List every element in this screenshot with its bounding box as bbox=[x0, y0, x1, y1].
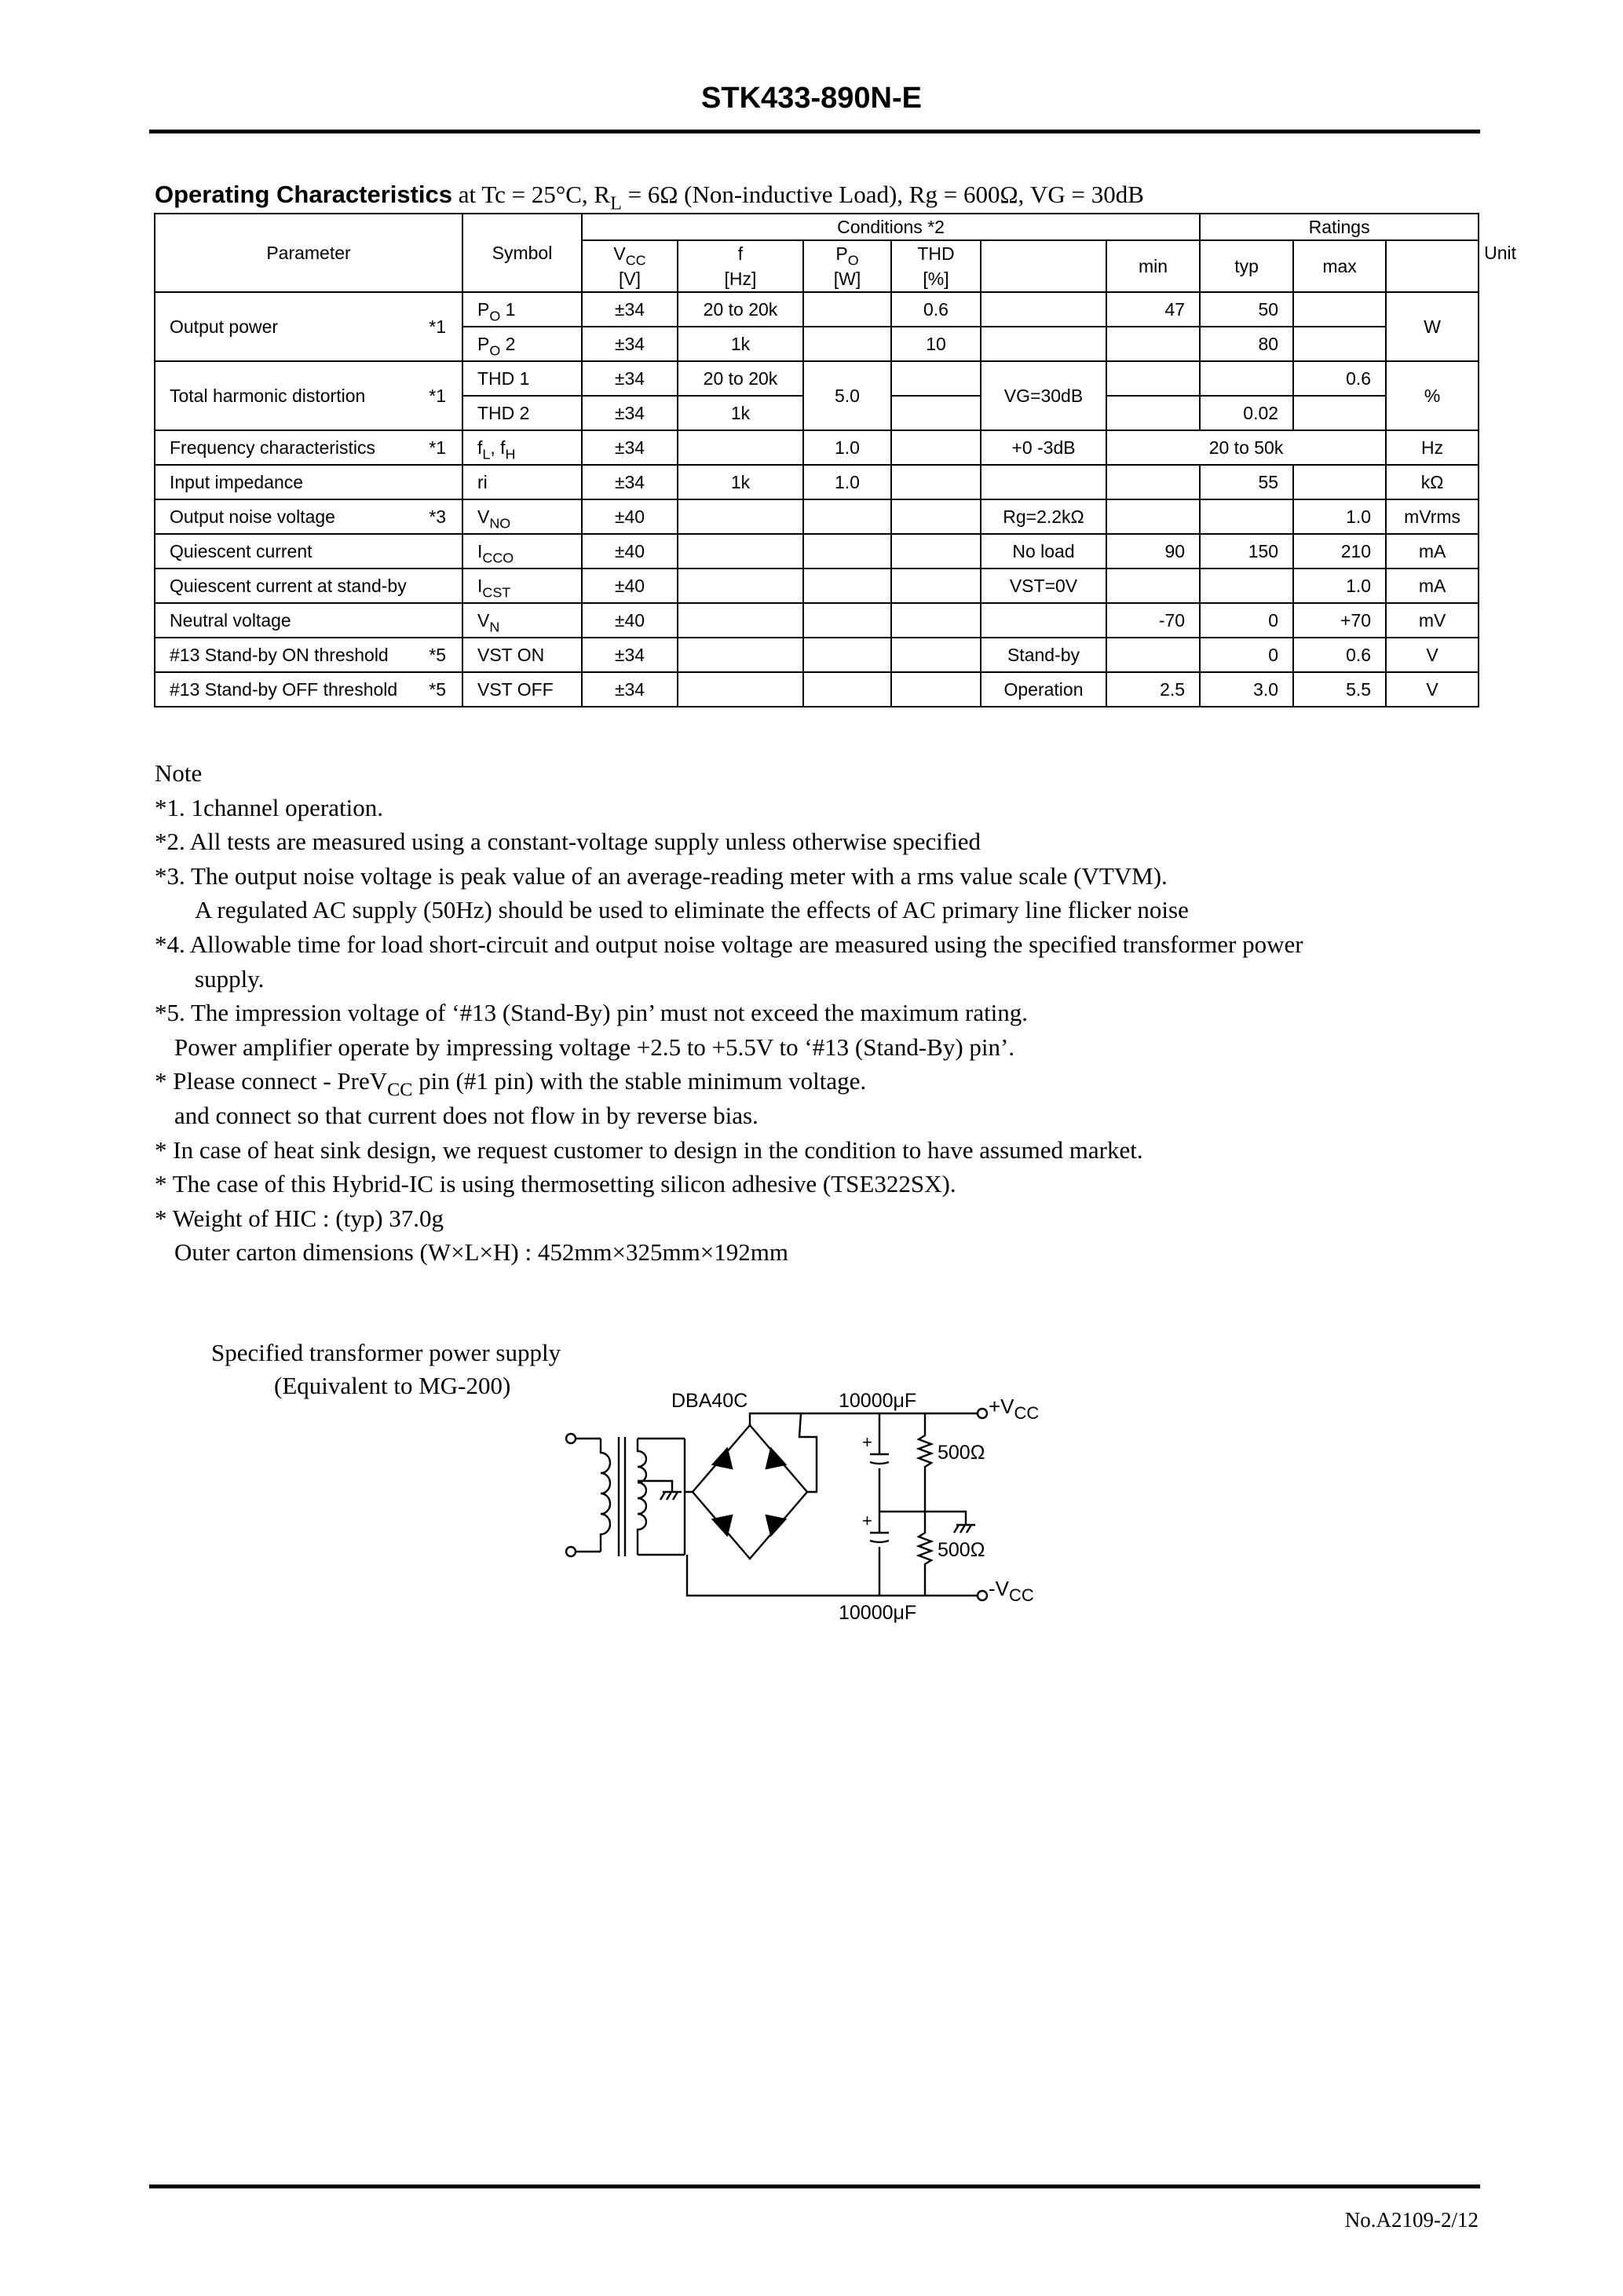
max-cell: 0.6 bbox=[1293, 361, 1386, 396]
vcc-plus-sub: CC bbox=[1014, 1403, 1040, 1423]
bridge-ac-right bbox=[799, 1413, 817, 1492]
res-bottom-label: 500Ω bbox=[938, 1539, 985, 1561]
input-wires bbox=[576, 1439, 601, 1552]
rating-cell: 20 to 50k bbox=[1106, 430, 1386, 465]
star-note-1-cont: and connect so that current does not flow in by reverse bias. bbox=[174, 1101, 758, 1129]
header-vcc-sub: CC bbox=[625, 251, 646, 268]
section-heading bbox=[155, 181, 1144, 214]
param-quiescent: Quiescent current bbox=[155, 534, 462, 569]
document-title: STK433-890N-E bbox=[701, 82, 922, 115]
symbol-sub: H bbox=[505, 445, 516, 462]
vcc-cell: ±34 bbox=[582, 292, 678, 327]
min-cell: -70 bbox=[1106, 603, 1200, 638]
f-cell: 20 to 20k bbox=[678, 292, 803, 327]
max-cell bbox=[1293, 396, 1386, 430]
header-cond-blank bbox=[981, 240, 1106, 292]
thd-cell bbox=[891, 672, 981, 707]
symbol-text: I bbox=[477, 540, 483, 561]
symbol-cell: ri bbox=[462, 465, 582, 499]
diode-3 bbox=[713, 1515, 732, 1535]
po-cell: 5.0 bbox=[803, 361, 891, 430]
symbol-text: V bbox=[477, 506, 490, 527]
thd-cell bbox=[891, 534, 981, 569]
cond-cell: Operation bbox=[981, 672, 1106, 707]
notes-title: Note bbox=[155, 759, 203, 787]
po-cell bbox=[803, 603, 891, 638]
max-cell: 0.6 bbox=[1293, 638, 1386, 672]
min-cell bbox=[1106, 499, 1200, 534]
primary-winding bbox=[601, 1439, 610, 1552]
cond-cell bbox=[981, 465, 1106, 499]
vcc-cell: ±34 bbox=[582, 396, 678, 430]
min-cell bbox=[1106, 396, 1200, 430]
table-row bbox=[155, 430, 1479, 465]
param-note: *1 bbox=[417, 361, 462, 430]
po-cell bbox=[803, 292, 891, 327]
param-note: *5 bbox=[417, 672, 462, 707]
min-cell bbox=[1106, 569, 1200, 603]
header-vcc-label: V bbox=[613, 243, 626, 264]
input-terminal-top bbox=[566, 1434, 576, 1443]
vcc-cell: ±34 bbox=[582, 430, 678, 465]
cond-cell bbox=[981, 292, 1106, 327]
param-standby-on: #13 Stand-by ON threshold bbox=[155, 638, 417, 672]
unit-cell: mVrms bbox=[1386, 499, 1479, 534]
section-heading-conditions-rest: = 6Ω (Non-inductive Load), Rg = 600Ω, VG = 30dB bbox=[621, 181, 1144, 208]
star-note-1-text: * Please connect - PreV bbox=[155, 1067, 388, 1095]
header-vcc-unit: [V] bbox=[582, 266, 678, 292]
min-cell bbox=[1106, 327, 1200, 361]
symbol-sub: CST bbox=[482, 583, 511, 600]
capacitor-top bbox=[870, 1454, 889, 1464]
vcc-cell: ±40 bbox=[582, 534, 678, 569]
table-row bbox=[155, 569, 1479, 603]
symbol-cell bbox=[462, 569, 582, 603]
cond-cell: VST=0V bbox=[981, 569, 1106, 603]
f-cell: 1k bbox=[678, 327, 803, 361]
vcc-minus-label bbox=[989, 1577, 1034, 1605]
header-po-label: P bbox=[835, 243, 848, 264]
thd-cell bbox=[891, 603, 981, 638]
vcc-plus-terminal bbox=[978, 1409, 987, 1418]
param-output-noise: Output noise voltage bbox=[155, 499, 417, 534]
capacitor-bottom bbox=[870, 1533, 889, 1542]
table-row bbox=[155, 672, 1479, 707]
symbol-sub: CCO bbox=[482, 549, 514, 565]
typ-cell: 150 bbox=[1200, 534, 1293, 569]
po-cell bbox=[803, 672, 891, 707]
thd-cell bbox=[891, 396, 981, 430]
table-row bbox=[155, 638, 1479, 672]
table-row bbox=[155, 603, 1479, 638]
param-neutral: Neutral voltage bbox=[155, 603, 462, 638]
star-note-4: * Weight of HIC : (typ) 37.0g bbox=[155, 1204, 444, 1232]
max-cell: 210 bbox=[1293, 534, 1386, 569]
thd-cell: 10 bbox=[891, 327, 981, 361]
symbol-text: P bbox=[477, 298, 490, 320]
typ-cell bbox=[1200, 499, 1293, 534]
symbol-text: P bbox=[477, 333, 490, 354]
param-note: *3 bbox=[417, 499, 462, 534]
transformer-caption-line2: (Equivalent to MG-200) bbox=[274, 1372, 511, 1399]
symbol-cell: VST OFF bbox=[462, 672, 582, 707]
vcc-cell: ±34 bbox=[582, 465, 678, 499]
negative-rail bbox=[687, 1555, 978, 1596]
symbol-sub: NO bbox=[489, 514, 511, 531]
f-cell: 20 to 20k bbox=[678, 361, 803, 396]
thd-cell bbox=[891, 569, 981, 603]
f-cell: 1k bbox=[678, 396, 803, 430]
f-cell: 1k bbox=[678, 465, 803, 499]
f-cell bbox=[678, 603, 803, 638]
operating-characteristics-table: Parameter Symbol Conditions *2 Ratings Unit $V_{CC}$ f $P_O$ THD min typ max [V] [Hz] [W] [%] Output power *1 $P_O$ 1 ±34 20 to 20k 0.6 47 50 W $P_O$ 2 ±34 1k 10 80 Total harmonic distortion *1 THD 1 ±34 20 to 20k 5.0 VG=30dB 0.6 % THD 2 ±34 1k 0.02 Frequency characteristics *1 $f_L$, $f_H$ ±34 1.0 +0 -3dB 20 to 50k Hz Input impedance ri ±34 1k 1.0 55 kΩ Output noise voltage *3 $V_{NO}$ ±40 Rg=2.2kΩ 1.0 mVrms Quiescent current $I_{CCO}$ ±40 No load 90 150 210 mA Quiescent current at stand-by $I_{CST}$ ±40 VST=0V 1.0 mA Neutral voltage $V_N$ ±40 -70 0 +70 mV #13 Stand-by ON threshold *5 VST ON ±34 Stand-by 0 0.6 V #13 Stand-by OFF threshold *5 VST OFF ±34 Operation 2.5 3.0 5.5 V bbox=[154, 213, 1479, 707]
min-cell: 2.5 bbox=[1106, 672, 1200, 707]
notes-section bbox=[155, 756, 1303, 1270]
header-po bbox=[803, 240, 891, 266]
diode-1 bbox=[713, 1449, 732, 1468]
note-4-cont: supply. bbox=[195, 964, 265, 993]
cap-top-label: 10000μF bbox=[839, 1390, 917, 1412]
po-cell bbox=[803, 327, 891, 361]
input-terminal-bottom bbox=[566, 1547, 576, 1556]
cond-cell bbox=[981, 327, 1106, 361]
unit-cell: kΩ bbox=[1386, 465, 1479, 499]
symbol-sub: L bbox=[482, 445, 491, 462]
symbol-cell bbox=[462, 327, 582, 361]
center-tap-ground bbox=[660, 1492, 682, 1500]
symbol-sub: N bbox=[489, 618, 500, 634]
section-heading-bold: Operating Characteristics bbox=[155, 181, 453, 208]
max-cell: 5.5 bbox=[1293, 672, 1386, 707]
vcc-cell: ±40 bbox=[582, 603, 678, 638]
param-output-power: Output power bbox=[155, 292, 417, 361]
po-cell bbox=[803, 534, 891, 569]
param-standby-off: #13 Stand-by OFF threshold bbox=[155, 672, 417, 707]
thd-cell bbox=[891, 465, 981, 499]
resistor-bottom bbox=[919, 1512, 931, 1596]
star-note-3: * The case of this Hybrid-IC is using thermosetting silicon adhesive (TSE322SX). bbox=[155, 1170, 956, 1198]
symbol-sep: , f bbox=[490, 437, 506, 458]
table-row bbox=[155, 499, 1479, 534]
resistor-top bbox=[919, 1413, 931, 1512]
typ-cell bbox=[1200, 569, 1293, 603]
min-cell: 90 bbox=[1106, 534, 1200, 569]
po-cell bbox=[803, 638, 891, 672]
max-cell: 1.0 bbox=[1293, 499, 1386, 534]
f-cell bbox=[678, 499, 803, 534]
unit-cell: mA bbox=[1386, 569, 1479, 603]
star-note-4-cont: Outer carton dimensions (W×L×H) : 452mm×325mm×192mm bbox=[174, 1238, 788, 1267]
cond-cell: VG=30dB bbox=[981, 361, 1106, 430]
po-cell: 1.0 bbox=[803, 430, 891, 465]
typ-cell: 3.0 bbox=[1200, 672, 1293, 707]
vcc-minus-sub: CC bbox=[1009, 1585, 1034, 1605]
cap-bottom-label: 10000μF bbox=[839, 1602, 917, 1624]
typ-cell: 50 bbox=[1200, 292, 1293, 327]
max-cell: +70 bbox=[1293, 603, 1386, 638]
symbol-cell bbox=[462, 430, 582, 465]
min-cell bbox=[1106, 465, 1200, 499]
f-cell bbox=[678, 638, 803, 672]
cond-cell: +0 -3dB bbox=[981, 430, 1106, 465]
vcc-minus-terminal bbox=[978, 1591, 987, 1600]
bridge-ac-left bbox=[685, 1439, 693, 1555]
note-4: *4. Allowable time for load short-circuit and output noise voltage are measured using the specified transformer power bbox=[155, 930, 1303, 958]
header-po-unit: [W] bbox=[803, 266, 891, 292]
diode-4 bbox=[766, 1515, 785, 1535]
symbol-text: f bbox=[477, 437, 483, 458]
table-row bbox=[155, 534, 1479, 569]
transformer-caption bbox=[211, 1336, 561, 1402]
note-1: *1. 1channel operation. bbox=[155, 793, 383, 821]
vcc-cell: ±40 bbox=[582, 569, 678, 603]
diode-2 bbox=[766, 1449, 785, 1468]
header-vcc bbox=[582, 240, 678, 266]
header-thd: THD bbox=[891, 240, 981, 266]
bridge-label: DBA40C bbox=[671, 1390, 748, 1412]
symbol-cell: VST ON bbox=[462, 638, 582, 672]
center-tap-wire bbox=[638, 1481, 672, 1492]
vcc-minus-text: -V bbox=[989, 1577, 1009, 1600]
symbol-cell bbox=[462, 499, 582, 534]
table-row bbox=[155, 292, 1479, 327]
midpoint-ground bbox=[954, 1525, 975, 1533]
header-po-sub: O bbox=[847, 251, 859, 268]
table-row bbox=[155, 361, 1479, 396]
max-cell bbox=[1293, 465, 1386, 499]
header-symbol: Symbol bbox=[462, 214, 582, 292]
param-thd: Total harmonic distortion bbox=[155, 361, 417, 430]
bridge-outline bbox=[693, 1425, 807, 1559]
vcc-plus-label bbox=[989, 1395, 1039, 1423]
typ-cell: 0 bbox=[1200, 603, 1293, 638]
header-typ: typ bbox=[1200, 240, 1293, 292]
thd-cell bbox=[891, 430, 981, 465]
star-note-1-sub: CC bbox=[387, 1079, 413, 1101]
symbol-sub: O bbox=[489, 342, 501, 358]
max-cell: 1.0 bbox=[1293, 569, 1386, 603]
header-f-unit: [Hz] bbox=[678, 266, 803, 292]
vcc-cell: ±34 bbox=[582, 672, 678, 707]
unit-cell: V bbox=[1386, 672, 1479, 707]
star-note-2: * In case of heat sink design, we request customer to design in the condition to have assumed market. bbox=[155, 1135, 1143, 1164]
typ-cell: 80 bbox=[1200, 327, 1293, 361]
unit-cell: mV bbox=[1386, 603, 1479, 638]
symbol-cell bbox=[462, 292, 582, 327]
cond-cell: Stand-by bbox=[981, 638, 1106, 672]
po-cell bbox=[803, 499, 891, 534]
note-3-cont: A regulated AC supply (50Hz) should be used to eliminate the effects of AC primary line flicker noise bbox=[195, 896, 1189, 924]
cond-cell: No load bbox=[981, 534, 1106, 569]
unit-cell: mA bbox=[1386, 534, 1479, 569]
thd-cell: 0.6 bbox=[891, 292, 981, 327]
param-note: *5 bbox=[417, 638, 462, 672]
vcc-cell: ±40 bbox=[582, 499, 678, 534]
transformer-caption-line1: Specified transformer power supply bbox=[211, 1339, 561, 1366]
table-row bbox=[155, 465, 1479, 499]
unit-cell: W bbox=[1386, 292, 1479, 361]
symbol-sub: O bbox=[489, 307, 501, 324]
transformer-core bbox=[619, 1437, 625, 1556]
typ-cell: 0.02 bbox=[1200, 396, 1293, 430]
typ-cell: 55 bbox=[1200, 465, 1293, 499]
cond-cell: Rg=2.2kΩ bbox=[981, 499, 1106, 534]
param-quiescent-standby: Quiescent current at stand-by bbox=[155, 569, 462, 603]
symbol-cell bbox=[462, 534, 582, 569]
max-cell bbox=[1293, 292, 1386, 327]
star-note-1 bbox=[155, 1064, 1303, 1099]
min-cell bbox=[1106, 361, 1200, 396]
min-cell bbox=[1106, 638, 1200, 672]
transformer-power-supply-schematic bbox=[550, 1390, 1084, 1625]
star-note-1-rest: pin (#1 pin) with the stable minimum voltage. bbox=[412, 1067, 867, 1095]
param-note: *1 bbox=[417, 292, 462, 361]
f-cell bbox=[678, 430, 803, 465]
header-rule bbox=[149, 130, 1480, 133]
f-cell bbox=[678, 672, 803, 707]
cond-cell bbox=[981, 603, 1106, 638]
vcc-cell: ±34 bbox=[582, 638, 678, 672]
vcc-cell: ±34 bbox=[582, 361, 678, 396]
positive-rail bbox=[750, 1413, 978, 1425]
max-cell bbox=[1293, 327, 1386, 361]
vcc-plus-text: +V bbox=[989, 1395, 1014, 1418]
page-number: No.A2109-2/12 bbox=[1344, 2208, 1479, 2232]
header-f: f bbox=[678, 240, 803, 266]
vcc-cell: ±34 bbox=[582, 327, 678, 361]
thd-cell bbox=[891, 499, 981, 534]
unit-cell: Hz bbox=[1386, 430, 1479, 465]
symbol-cell: THD 1 bbox=[462, 361, 582, 396]
thd-cell bbox=[891, 638, 981, 672]
midpoint-wire bbox=[879, 1512, 966, 1525]
header-parameter: Parameter bbox=[155, 214, 462, 292]
header-max: max bbox=[1293, 240, 1386, 292]
typ-cell: 0 bbox=[1200, 638, 1293, 672]
thd-cell bbox=[891, 361, 981, 396]
unit-cell: V bbox=[1386, 638, 1479, 672]
note-5-cont: Power amplifier operate by impressing voltage +2.5 to +5.5V to ‘#13 (Stand-By) pin’. bbox=[174, 1033, 1015, 1061]
f-cell bbox=[678, 569, 803, 603]
footer-rule bbox=[149, 2184, 1480, 2188]
symbol-suffix: 2 bbox=[500, 333, 516, 354]
note-3: *3. The output noise voltage is peak value of an average-reading meter with a rms value scale (VTVM). bbox=[155, 861, 1168, 890]
section-heading-sub: L bbox=[610, 192, 622, 214]
po-cell bbox=[803, 569, 891, 603]
section-heading-conditions: at Tc = 25°C, R bbox=[452, 181, 611, 208]
cap-top-polarity: + bbox=[862, 1432, 872, 1452]
secondary-winding bbox=[638, 1439, 646, 1555]
header-conditions: Conditions *2 bbox=[582, 214, 1200, 240]
param-input-impedance: Input impedance bbox=[155, 465, 462, 499]
res-top-label: 500Ω bbox=[938, 1442, 985, 1464]
header-ratings: Ratings bbox=[1200, 214, 1479, 240]
cap-bottom-polarity: + bbox=[862, 1511, 872, 1530]
symbol-cell: THD 2 bbox=[462, 396, 582, 430]
po-cell: 1.0 bbox=[803, 465, 891, 499]
symbol-cell bbox=[462, 603, 582, 638]
header-min: min bbox=[1106, 240, 1200, 292]
param-frequency: Frequency characteristics bbox=[155, 430, 417, 465]
note-2: *2. All tests are measured using a constant-voltage supply unless otherwise specified bbox=[155, 828, 981, 856]
symbol-text: V bbox=[477, 609, 490, 631]
unit-cell: % bbox=[1386, 361, 1479, 430]
header-thd-unit: [%] bbox=[891, 266, 981, 292]
typ-cell bbox=[1200, 361, 1293, 396]
param-note: *1 bbox=[417, 430, 462, 465]
symbol-suffix: 1 bbox=[500, 298, 516, 320]
f-cell bbox=[678, 534, 803, 569]
note-5: *5. The impression voltage of ‘#13 (Stand-By) pin’ must not exceed the maximum rating. bbox=[155, 999, 1029, 1027]
symbol-text: I bbox=[477, 575, 483, 596]
min-cell: 47 bbox=[1106, 292, 1200, 327]
